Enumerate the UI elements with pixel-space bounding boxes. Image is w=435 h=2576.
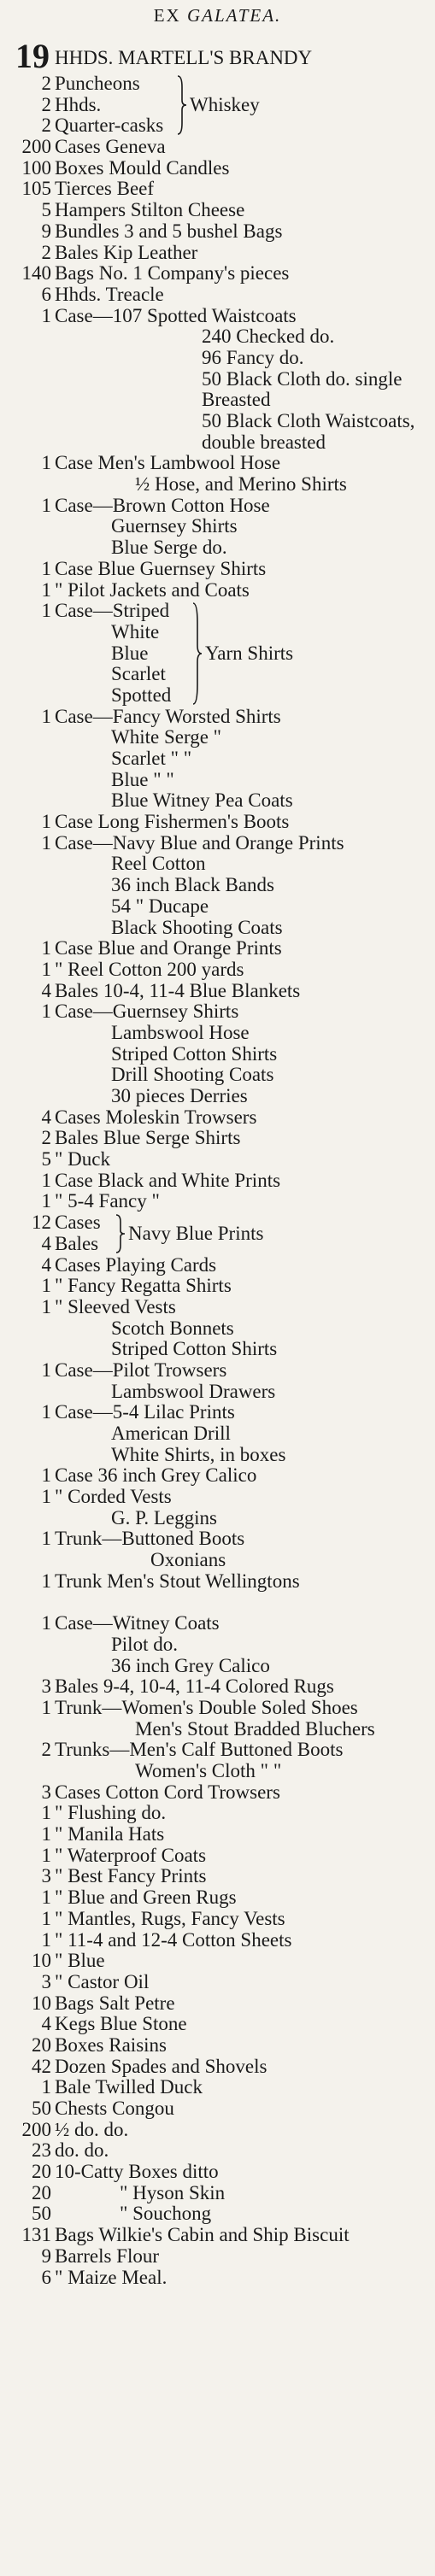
- ship-name: GALATEA.: [186, 5, 282, 26]
- item-description: Kegs Blue Stone: [55, 2013, 187, 2035]
- navy-blue-prints-label: Navy Blue Prints: [128, 1223, 264, 1244]
- item-quantity: 1: [41, 600, 51, 622]
- item-quantity: 1: [41, 1823, 51, 1845]
- item-description: White Serge ": [111, 726, 222, 748]
- item-description: Bags Wilkie's Cabin and Ship Biscuit: [55, 2224, 350, 2246]
- item-quantity: 200: [21, 2118, 51, 2140]
- item-description: Drill Shooting Coats: [111, 1064, 274, 1086]
- list-item: [0, 537, 435, 559]
- item-quantity: 2: [41, 1739, 51, 1761]
- item-quantity: 6: [41, 283, 51, 305]
- item-description: Case Long Fishermen's Boots: [55, 811, 290, 833]
- list-item: [0, 2077, 435, 2098]
- list-item: [0, 854, 435, 875]
- item-quantity: 1: [41, 1570, 51, 1592]
- item-description: Bales 9-4, 10-4, 11-4 Colored Rugs: [55, 1675, 334, 1698]
- item-quantity: 4: [41, 1106, 51, 1128]
- item-quantity: 10: [32, 1992, 51, 2014]
- item-description: Striped Cotton Shirts: [111, 1042, 278, 1065]
- list-item: [0, 1887, 435, 1909]
- list-item: [0, 1086, 435, 1107]
- list-item: [0, 263, 435, 285]
- item-quantity: 3: [41, 1970, 51, 1992]
- item-description: " Manila Hats: [55, 1823, 165, 1845]
- list-item: [0, 1001, 435, 1023]
- item-quantity: 3: [41, 1865, 51, 1887]
- list-item: [0, 179, 435, 200]
- item-description: " Pilot Jackets and Coats: [55, 578, 250, 601]
- list-item: [0, 896, 435, 918]
- item-description: Case 36 inch Grey Calico: [55, 1464, 257, 1487]
- item-quantity: 9: [41, 220, 51, 242]
- item-quantity: 2: [41, 241, 51, 263]
- list-item: [0, 559, 435, 580]
- item-description: 96 Fancy do.: [202, 346, 304, 368]
- item-description: " Duck: [55, 1148, 110, 1171]
- yarn-shirts-brace: [191, 602, 203, 705]
- list-item: [0, 1571, 435, 1593]
- list-item: [0, 1128, 435, 1149]
- item-description: Cases Playing Cards: [55, 1253, 217, 1276]
- item-quantity: 1: [41, 1696, 51, 1718]
- item-quantity: 3: [41, 1675, 51, 1698]
- item-description: " Hyson Skin: [120, 2181, 226, 2203]
- list-item: [0, 1339, 435, 1360]
- item-quantity: 1: [41, 1907, 51, 1929]
- list-item: [0, 685, 435, 707]
- item-description: Case—Witney Coats: [55, 1612, 220, 1634]
- list-item: [0, 981, 435, 1002]
- list-item: [0, 1698, 435, 1719]
- list-item: [0, 516, 435, 537]
- list-item: [0, 2035, 435, 2057]
- item-description: 10-Catty Boxes ditto: [55, 2161, 219, 2183]
- item-description: 36 inch Black Bands: [111, 874, 274, 896]
- item-description: 240 Checked do.: [202, 326, 335, 348]
- item-quantity: 140: [21, 262, 51, 285]
- item-description: Puncheons: [55, 73, 140, 94]
- item-quantity: 2: [41, 114, 51, 137]
- list-item: [0, 1465, 435, 1487]
- header-prefix: EX: [153, 5, 181, 26]
- list-item: [0, 115, 435, 137]
- item-quantity: 5: [41, 199, 51, 221]
- item-quantity: 1: [41, 1928, 51, 1951]
- item-quantity: 1: [41, 937, 51, 959]
- cargo-list: [0, 39, 435, 2288]
- item-quantity: 6: [41, 2266, 51, 2288]
- item-description: Bales Kip Leather: [55, 241, 198, 263]
- item-quantity: 20: [32, 2181, 51, 2203]
- list-item: [0, 1951, 435, 1972]
- list-item: [0, 474, 435, 496]
- item-description: " Waterproof Coats: [55, 1844, 207, 1866]
- list-item: [0, 1149, 435, 1171]
- list-item: [0, 1360, 435, 1382]
- item-quantity: 50: [32, 2098, 51, 2119]
- list-item: [0, 938, 435, 959]
- item-quantity: 9: [41, 2244, 51, 2267]
- item-quantity: 2: [41, 93, 51, 115]
- list-item: [0, 707, 435, 728]
- item-description: Scarlet " ": [111, 748, 192, 769]
- item-description: Bags No. 1 Company's pieces: [55, 262, 290, 285]
- item-description: Boxes Raisins: [55, 2033, 167, 2056]
- list-item: [0, 453, 435, 474]
- list-item: [0, 2246, 435, 2268]
- list-item: [0, 2120, 435, 2141]
- item-quantity: 1: [41, 831, 51, 854]
- item-description: White Shirts, in boxes: [111, 1443, 286, 1465]
- list-item: [0, 1023, 435, 1044]
- item-description: Oxonians: [150, 1549, 226, 1571]
- item-description: Case—Fancy Worsted Shirts: [55, 705, 281, 727]
- item-quantity: 1: [41, 1401, 51, 1423]
- list-item: [0, 580, 435, 601]
- item-quantity: 1: [41, 1887, 51, 1909]
- item-quantity: 10: [32, 1950, 51, 1972]
- list-item: [0, 2140, 435, 2162]
- list-item: [0, 1044, 435, 1065]
- item-quantity: 2: [41, 1127, 51, 1149]
- item-description: Cases Moleskin Trowsers: [55, 1106, 257, 1128]
- item-description: Bundles 3 and 5 bushel Bags: [55, 220, 283, 242]
- item-description: Blue Witney Pea Coats: [111, 789, 293, 812]
- item-quantity: 50: [32, 2203, 51, 2225]
- item-quantity: 2: [41, 73, 51, 94]
- item-description: Trunk—Women's Double Soled Shoes: [55, 1696, 358, 1718]
- list-item: [0, 221, 435, 243]
- list-item: [0, 727, 435, 748]
- item-description: " Best Fancy Prints: [55, 1865, 207, 1887]
- item-description: " Corded Vests: [55, 1486, 172, 1508]
- item-description: Chests Congou: [55, 2098, 174, 2119]
- item-description: Case Blue Guernsey Shirts: [55, 557, 267, 579]
- item-quantity: 4: [41, 1232, 51, 1254]
- list-item: [0, 1634, 435, 1656]
- list-item: [0, 664, 435, 685]
- list-item: [0, 2098, 435, 2120]
- item-description: Case—Brown Cotton Hose: [55, 494, 270, 516]
- item-quantity: 1: [41, 494, 51, 516]
- item-description: Barrels Flour: [55, 2244, 160, 2267]
- item-quantity: 1: [41, 557, 51, 579]
- item-description: Lambswool Drawers: [111, 1380, 276, 1402]
- item-quantity: 1: [41, 1295, 51, 1317]
- list-item: [0, 1740, 435, 1761]
- yarn-shirts-label: Yarn Shirts: [205, 643, 294, 664]
- list-item: [0, 137, 435, 158]
- list-item: [0, 1255, 435, 1276]
- item-quantity: 100: [21, 156, 51, 179]
- list-item: [0, 622, 435, 643]
- whiskey-brace: [176, 75, 188, 135]
- item-quantity: 1: [41, 304, 51, 326]
- item-description: G. P. Leggins: [111, 1506, 217, 1529]
- item-description: HHDS. MARTELL'S BRANDY: [55, 47, 313, 68]
- list-item: [0, 1508, 435, 1529]
- item-quantity: 4: [41, 1253, 51, 1276]
- list-item: [0, 770, 435, 791]
- item-quantity: 20: [32, 2161, 51, 2183]
- list-item: [0, 790, 435, 812]
- list-item: [0, 1719, 435, 1740]
- item-quantity: 200: [21, 136, 51, 158]
- list-item: [0, 1761, 435, 1782]
- list-item: [0, 1782, 435, 1804]
- item-description: Men's Stout Bradded Bluchers: [135, 1717, 375, 1740]
- item-description: " Flushing do.: [55, 1802, 167, 1824]
- item-description: Cases Cotton Cord Trowsers: [55, 1781, 280, 1803]
- item-description: American Drill: [111, 1423, 231, 1444]
- whiskey-label: Whiskey: [190, 94, 260, 115]
- item-quantity: 131: [21, 2224, 51, 2246]
- item-description: Case Blue and Orange Prints: [55, 937, 282, 959]
- item-description: " Castor Oil: [55, 1970, 150, 1992]
- item-description: " 11-4 and 12-4 Cotton Sheets: [55, 1928, 292, 1951]
- list-item: [0, 1171, 435, 1192]
- list-item: [0, 1550, 435, 1571]
- item-description: Blue: [111, 642, 149, 664]
- list-item: [0, 1529, 435, 1550]
- list-item: [0, 1593, 435, 1614]
- list-item: [0, 2183, 435, 2204]
- list-item: [0, 1909, 435, 1930]
- item-description: Hampers Stilton Cheese: [55, 199, 245, 221]
- item-description: Case—Pilot Trowsers: [55, 1358, 227, 1381]
- list-item: [0, 348, 435, 369]
- list-item: [0, 748, 435, 770]
- item-description: Striped Cotton Shirts: [111, 1338, 278, 1360]
- list-item: [0, 73, 435, 95]
- item-description: Trunk Men's Stout Wellingtons: [55, 1570, 300, 1592]
- list-item: [0, 243, 435, 264]
- item-quantity: 1: [41, 705, 51, 727]
- list-item: [0, 306, 435, 327]
- item-description: Trunks—Men's Calf Buttoned Boots: [55, 1739, 344, 1761]
- item-quantity: 1: [41, 811, 51, 833]
- item-description: Case—Striped: [55, 600, 170, 622]
- item-description: Bale Twilled Duck: [55, 2076, 203, 2098]
- item-description: " Blue and Green Rugs: [55, 1887, 237, 1909]
- item-description: Reel Cotton: [111, 853, 206, 875]
- list-item: [0, 2162, 435, 2183]
- item-description: Hhds. Treacle: [55, 283, 164, 305]
- item-quantity: 42: [32, 2055, 51, 2077]
- list-item: [0, 1423, 435, 1445]
- item-description: Bales: [55, 1232, 99, 1254]
- item-description: Dozen Spades and Shovels: [55, 2055, 267, 2077]
- item-quantity: 5: [41, 1148, 51, 1171]
- list-item: [0, 1065, 435, 1086]
- item-description: 50 Black Cloth do. single: [202, 367, 403, 390]
- item-quantity: 1: [41, 1464, 51, 1487]
- item-quantity: 1: [41, 1000, 51, 1023]
- item-quantity: 23: [32, 2139, 51, 2162]
- list-item: [0, 1382, 435, 1403]
- list-item: [0, 2014, 435, 2035]
- list-item: [0, 411, 435, 432]
- item-description: Black Shooting Coats: [111, 916, 283, 938]
- list-item: [0, 1613, 435, 1634]
- item-description: 54 " Ducape: [111, 895, 209, 917]
- item-description: Trunk—Buttoned Boots: [55, 1528, 245, 1550]
- item-description: Bales 10-4, 11-4 Blue Blankets: [55, 979, 301, 1001]
- item-quantity: 1: [41, 2076, 51, 2098]
- item-description: Case—Navy Blue and Orange Prints: [55, 831, 344, 854]
- list-item: [0, 496, 435, 517]
- item-quantity: 1: [41, 1528, 51, 1550]
- item-description: double breasted: [202, 431, 326, 453]
- list-item: [0, 2268, 435, 2289]
- item-description: Bags Salt Petre: [55, 1992, 175, 2014]
- list-item: [0, 1191, 435, 1212]
- list-item: [0, 2057, 435, 2078]
- item-quantity: 1: [41, 452, 51, 474]
- list-item: [0, 918, 435, 939]
- list-item: [0, 158, 435, 179]
- list-item: [0, 432, 435, 454]
- item-description: Boxes Mould Candles: [55, 156, 230, 179]
- item-quantity: 1: [41, 1486, 51, 1508]
- list-item: [0, 1993, 435, 2015]
- item-quantity: 12: [32, 1212, 51, 1234]
- item-quantity: 1: [41, 1275, 51, 1297]
- list-item: [0, 2203, 435, 2225]
- item-description: " Blue: [55, 1950, 105, 1972]
- item-quantity: 105: [21, 178, 51, 200]
- list-item: [0, 1803, 435, 1824]
- navy-blue-prints-brace: [115, 1214, 126, 1253]
- list-item: [0, 1930, 435, 1951]
- item-description: " Maize Meal.: [55, 2266, 168, 2288]
- item-description: Case—5-4 Lilac Prints: [55, 1401, 235, 1423]
- list-item: [0, 1487, 435, 1508]
- list-item: [0, 369, 435, 390]
- item-quantity: 1: [41, 1802, 51, 1824]
- item-description: " 5-4 Fancy ": [55, 1190, 160, 1212]
- item-description: Quarter-casks: [55, 114, 164, 137]
- item-quantity: 1: [41, 958, 51, 980]
- list-item: [0, 1972, 435, 1993]
- item-quantity: 1: [41, 1612, 51, 1634]
- item-quantity: 3: [41, 1781, 51, 1803]
- item-description: Case—Guernsey Shirts: [55, 1000, 239, 1023]
- list-item: [0, 1276, 435, 1297]
- item-description: 30 pieces Derries: [111, 1085, 248, 1106]
- list-item: [0, 285, 435, 306]
- list-item: [0, 1676, 435, 1698]
- item-quantity: 19: [15, 37, 50, 75]
- list-item: [0, 1866, 435, 1887]
- item-description: ½ Hose, and Merino Shirts: [135, 473, 347, 496]
- item-description: Blue Serge do.: [111, 537, 227, 559]
- list-item: [0, 39, 435, 73]
- item-quantity: 1: [41, 1169, 51, 1191]
- item-description: Case—107 Spotted Waistcoats: [55, 304, 297, 326]
- item-description: Spotted: [111, 684, 172, 706]
- list-item: [0, 1107, 435, 1129]
- list-item: [0, 326, 435, 348]
- item-description: ½ do. do.: [55, 2118, 129, 2140]
- list-item: [0, 833, 435, 854]
- list-item: [0, 1297, 435, 1318]
- item-description: Blue " ": [111, 768, 174, 790]
- item-description: Scotch Bonnets: [111, 1317, 234, 1339]
- item-description: Tierces Beef: [55, 178, 155, 200]
- item-quantity: 1: [41, 578, 51, 601]
- item-description: White: [111, 620, 160, 643]
- item-quantity: 1: [41, 1358, 51, 1381]
- item-quantity: 1: [41, 1844, 51, 1866]
- item-description: Breasted: [202, 389, 271, 411]
- list-item: [0, 875, 435, 896]
- item-description: Guernsey Shirts: [111, 515, 238, 537]
- item-quantity: 1: [41, 1190, 51, 1212]
- list-item: [0, 1656, 435, 1677]
- list-item: [0, 601, 435, 622]
- item-description: " Fancy Regatta Shirts: [55, 1275, 232, 1297]
- item-quantity: 4: [41, 979, 51, 1001]
- item-description: " Reel Cotton 200 yards: [55, 958, 244, 980]
- item-description: Women's Cloth " ": [135, 1760, 282, 1781]
- list-item: [0, 1845, 435, 1867]
- list-item: [0, 2225, 435, 2246]
- list-item: [0, 1318, 435, 1340]
- list-item: [0, 200, 435, 221]
- list-item: [0, 959, 435, 981]
- item-quantity: 4: [41, 2013, 51, 2035]
- list-item: [0, 812, 435, 833]
- item-description: Lambswool Hose: [111, 1021, 250, 1043]
- item-description: Case Men's Lambwool Hose: [55, 452, 281, 474]
- item-description: do. do.: [55, 2139, 109, 2162]
- list-item: [0, 390, 435, 411]
- item-description: Scarlet: [111, 663, 166, 685]
- list-item: [0, 1402, 435, 1423]
- item-description: Pilot do.: [111, 1633, 178, 1655]
- item-description: " Mantles, Rugs, Fancy Vests: [55, 1907, 285, 1929]
- item-description: Hhds.: [55, 93, 102, 115]
- list-item: [0, 1824, 435, 1845]
- item-description: Cases: [55, 1212, 101, 1234]
- item-description: Bales Blue Serge Shirts: [55, 1127, 241, 1149]
- item-description: Case Black and White Prints: [55, 1169, 281, 1191]
- item-description: 50 Black Cloth Waistcoats,: [202, 410, 415, 431]
- item-quantity: 20: [32, 2033, 51, 2056]
- list-item: [0, 1445, 435, 1466]
- item-description: Cases Geneva: [55, 136, 166, 158]
- item-description: 36 inch Grey Calico: [111, 1654, 270, 1676]
- cargo-header: [0, 0, 435, 39]
- item-description: " Souchong: [120, 2203, 212, 2225]
- item-description: " Sleeved Vests: [55, 1295, 176, 1317]
